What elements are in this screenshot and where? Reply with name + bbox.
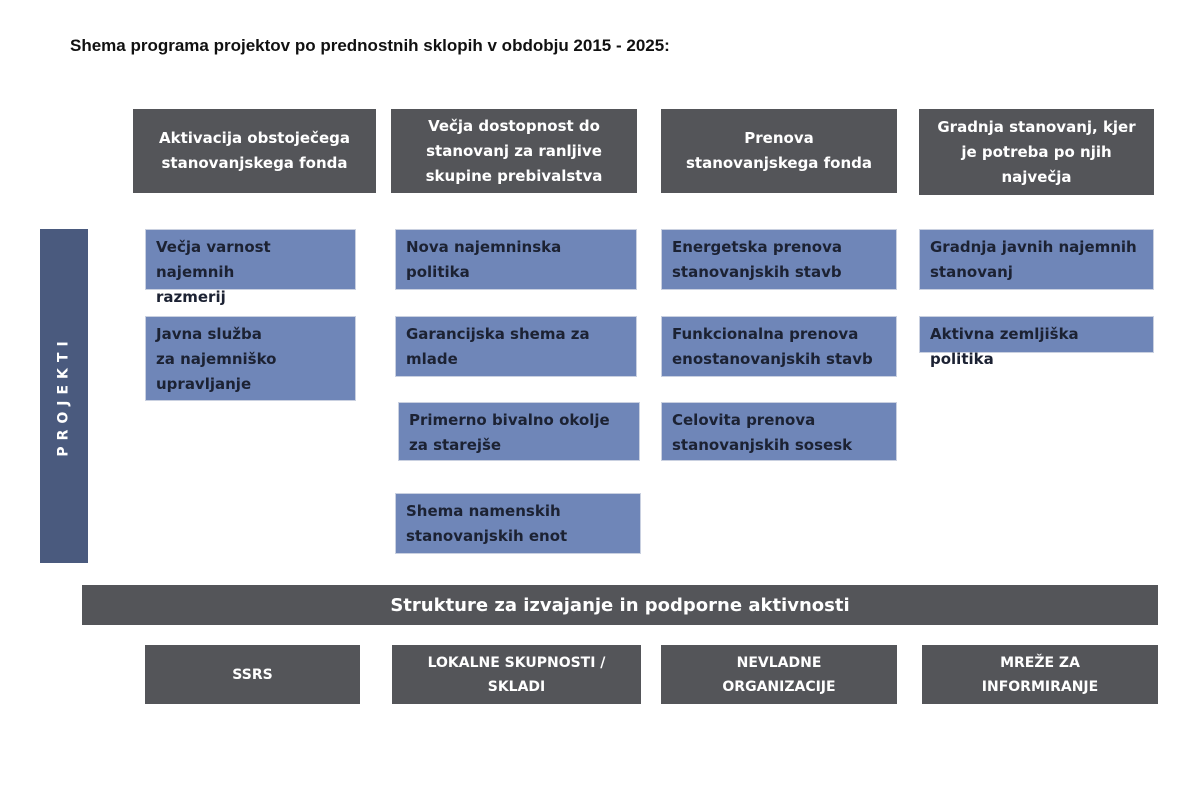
- project-box: Aktivna zemljiška politika: [919, 316, 1154, 353]
- support-item-information-networks: MREŽE ZA INFORMIRANJE: [922, 645, 1158, 704]
- project-box: Javna služba za najemniško upravljanje: [145, 316, 356, 401]
- project-box: Primerno bivalno okolje za starejše: [398, 402, 640, 461]
- projects-label: PROJEKTI: [56, 335, 73, 457]
- project-box: Gradnja javnih najemnih stanovanj: [919, 229, 1154, 290]
- priority-area-2: Večja dostopnost do stanovanj za ranljive skupine prebivalstva: [391, 109, 637, 193]
- project-box: Energetska prenova stanovanjskih stavb: [661, 229, 897, 290]
- project-box: Funkcionalna prenova enostanovanjskih stavb: [661, 316, 897, 377]
- support-item-ngos: NEVLADNE ORGANIZACIJE: [661, 645, 897, 704]
- support-structures-band: Strukture za izvajanje in podporne aktivnosti: [82, 585, 1158, 625]
- priority-area-1: Aktivacija obstoječega stanovanjskega fonda: [133, 109, 376, 193]
- project-box: Celovita prenova stanovanjskih sosesk: [661, 402, 897, 461]
- support-item-ssrs: SSRS: [145, 645, 360, 704]
- diagram-title: Shema programa projektov po prednostnih sklopih v obdobju 2015 - 2025:: [70, 36, 670, 55]
- project-box: Garancijska shema za mlade: [395, 316, 637, 377]
- support-item-local-communities: LOKALNE SKUPNOSTI / SKLADI: [392, 645, 641, 704]
- project-box: Shema namenskih stanovanjskih enot: [395, 493, 641, 554]
- projects-side-label: [40, 229, 88, 563]
- priority-area-3: Prenova stanovanjskega fonda: [661, 109, 897, 193]
- project-box: Večja varnost najemnih razmerij: [145, 229, 356, 290]
- project-box: Nova najemninska politika: [395, 229, 637, 290]
- priority-area-4: Gradnja stanovanj, kjer je potreba po njih največja: [919, 109, 1154, 195]
